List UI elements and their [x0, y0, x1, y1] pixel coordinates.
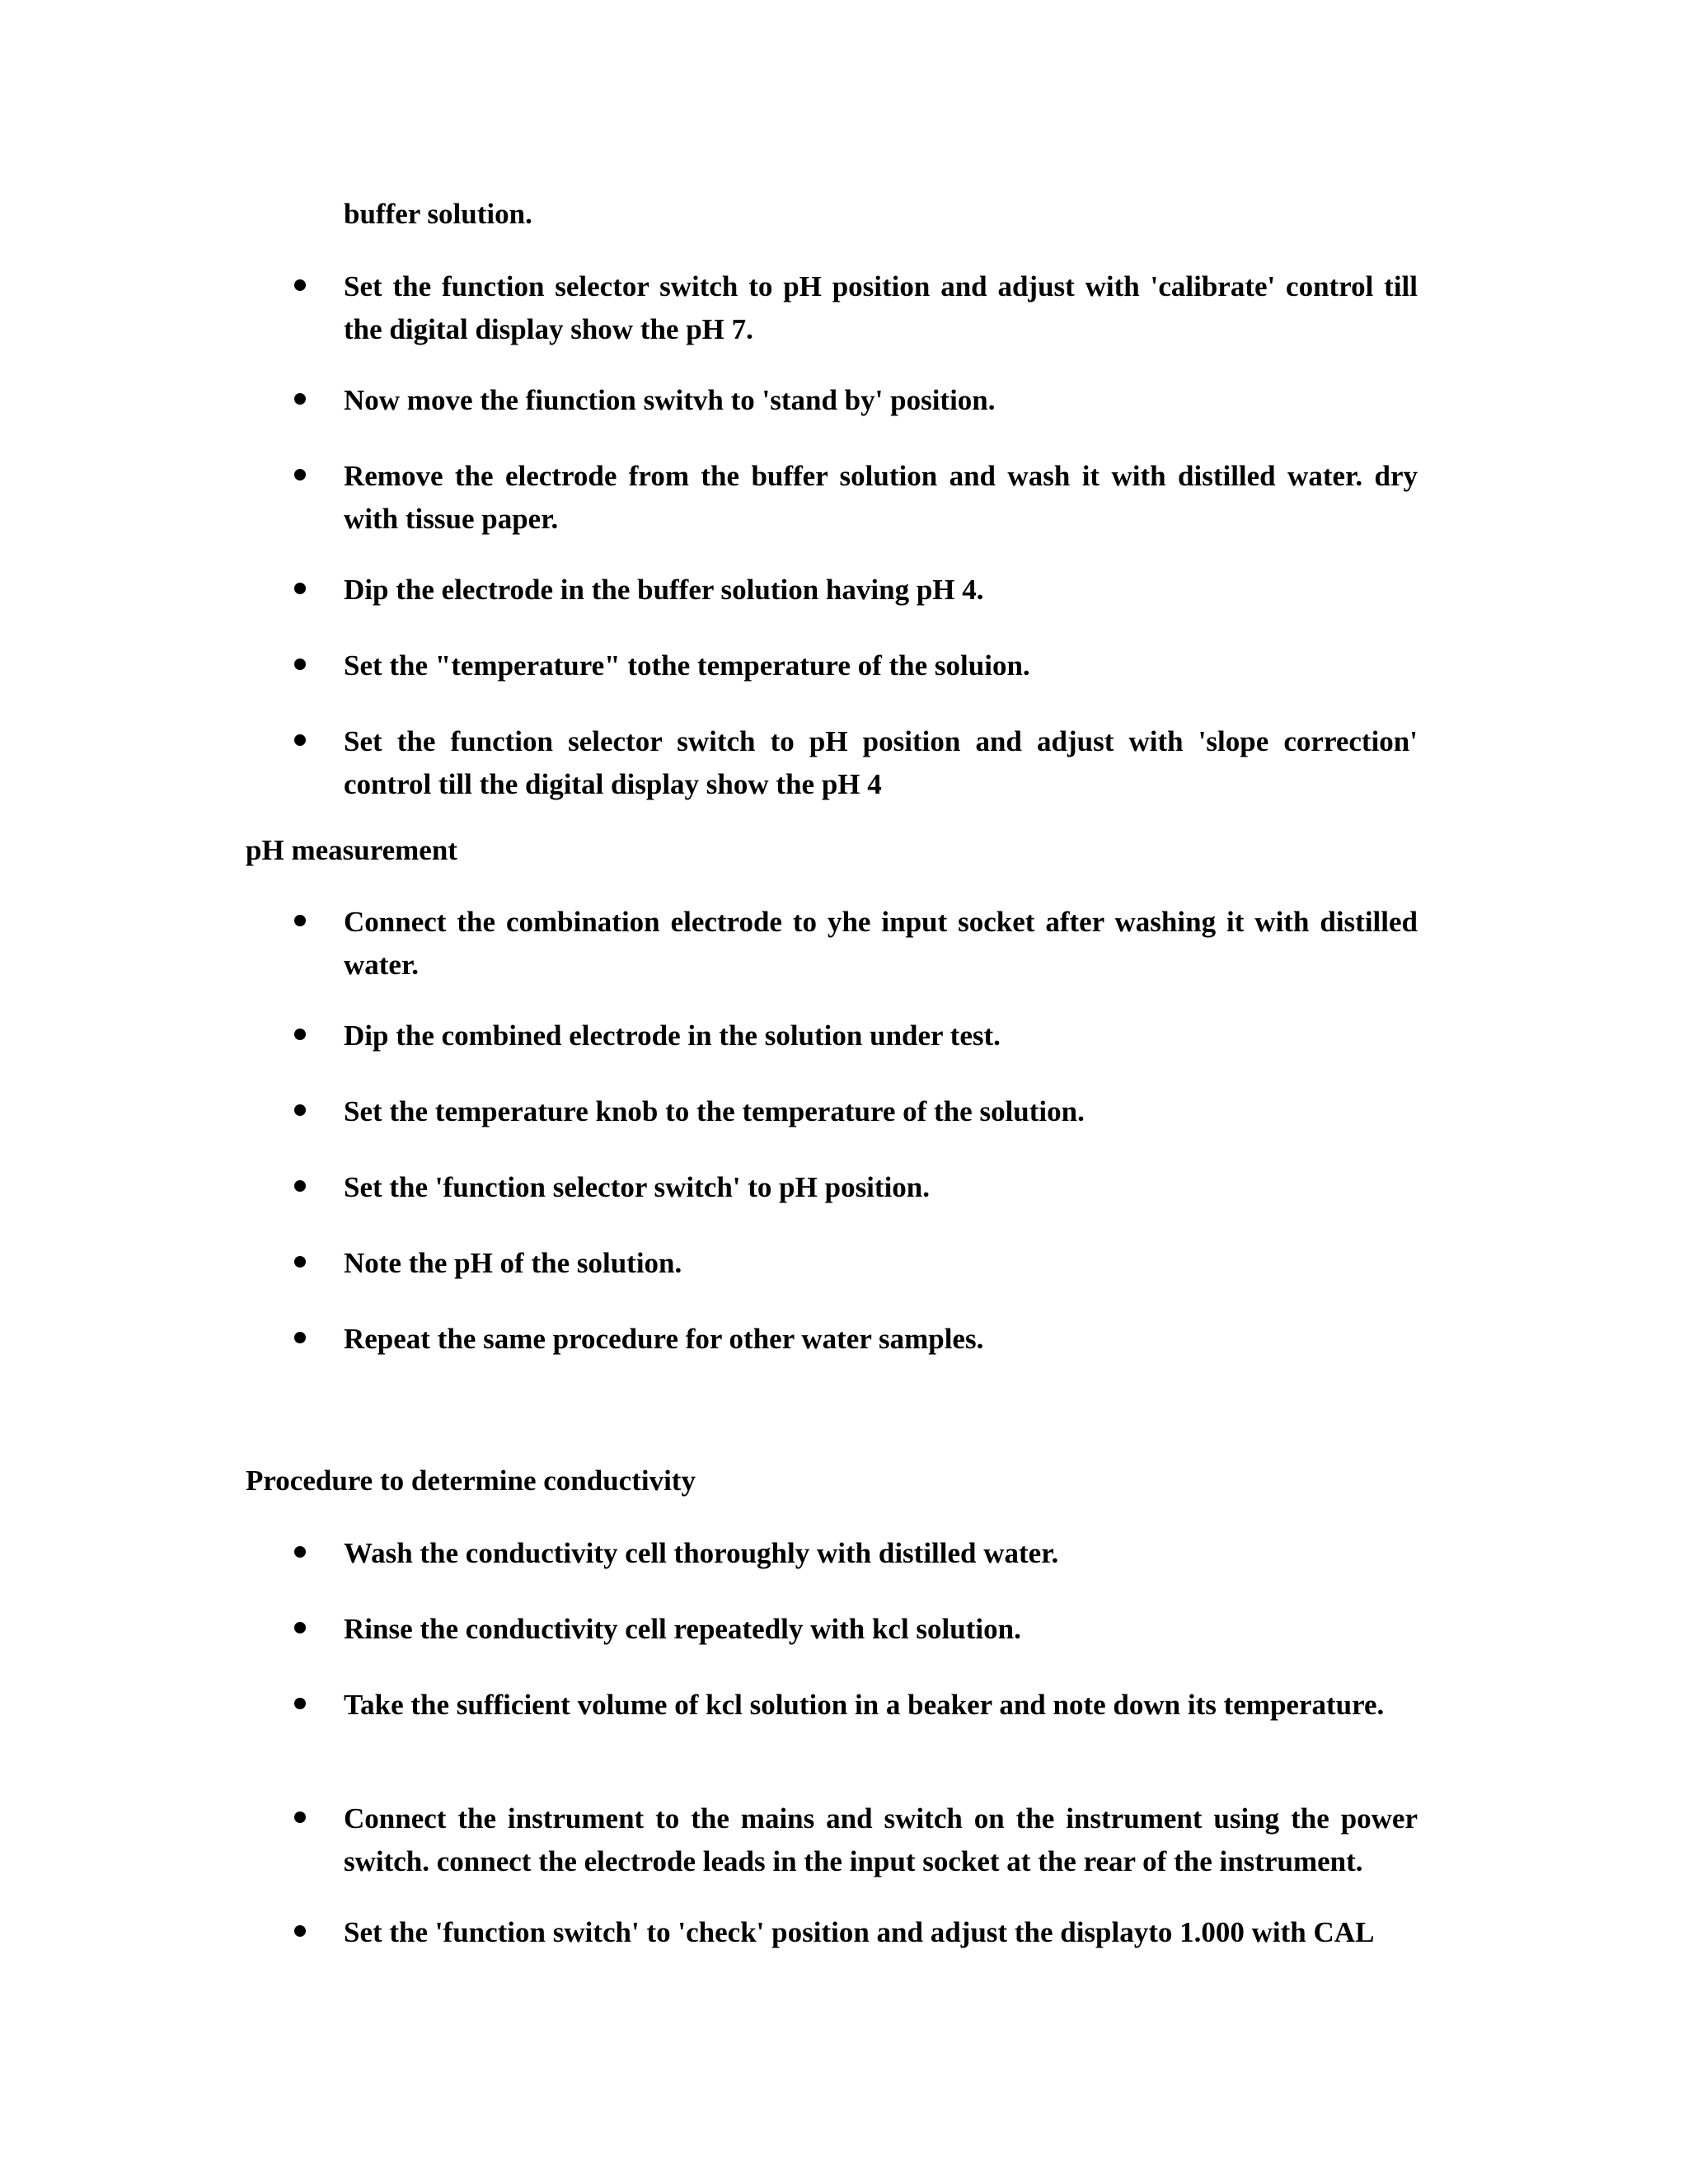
bullet-icon: [294, 1332, 306, 1343]
bullet-icon: [294, 1256, 306, 1268]
bullet-icon: [294, 915, 306, 926]
list-item: [344, 720, 1418, 806]
list-item-text: Wash the conductivity cell thoroughly with distilled water.: [344, 1537, 1059, 1569]
list-item-text: Rinse the conductivity cell repeatedly with kcl solution.: [344, 1613, 1021, 1645]
list-item: [344, 1015, 1418, 1057]
section-heading-conductivity: Procedure to determine conductivity: [246, 1465, 696, 1497]
bullet-icon: [294, 1925, 306, 1937]
section-heading-ph: pH measurement: [246, 834, 457, 866]
list-item-text: Set the 'function selector switch' to pH position.: [344, 1171, 931, 1203]
bullet-icon: [294, 1811, 306, 1823]
list-item-text: Repeat the same procedure for other water samples.: [344, 1323, 984, 1355]
list-item-text: Connect the combination electrode to yhe input socket after washing it with distilled water.: [344, 906, 1418, 981]
bullet-icon: [294, 469, 306, 480]
list-item: [344, 644, 1418, 687]
list-item-text: Set the function selector switch to pH position and adjust with 'calibrate' control till the digital display show the pH 7.: [344, 270, 1418, 345]
list-item-text: Set the temperature knob to the temperature of the solution.: [344, 1095, 1085, 1127]
bullet-icon: [294, 393, 306, 405]
list-item-text: Set the function selector switch to pH position and adjust with 'slope correction' control till the digital display show the pH 4: [344, 725, 1418, 800]
list-item-text: Set the 'function switch' to 'check' position and adjust the displayto 1.000 with CAL: [344, 1916, 1375, 1948]
list-item: [344, 569, 1418, 612]
bullet-icon: [294, 1546, 306, 1558]
list-item-text: Dip the combined electrode in the solution under test.: [344, 1019, 1001, 1052]
list-item-text: Take the sufficient volume of kcl solution in a beaker and note down its temperature.: [344, 1689, 1385, 1721]
bullet-icon: [294, 1180, 306, 1192]
list-item: [344, 265, 1418, 351]
list-item: [344, 1166, 1418, 1209]
list-item: [344, 1090, 1418, 1133]
list-item-text: Connect the instrument to the mains and switch on the instrument using the power switch. connect the electrode leads in the input socket at the rear of the instrument.: [344, 1802, 1418, 1877]
bullet-icon: [294, 734, 306, 746]
continuation-text: buffer solution.: [344, 198, 532, 230]
bullet-icon: [294, 1104, 306, 1116]
list-item: [344, 1911, 1418, 1954]
bullet-icon: [294, 279, 306, 291]
list-item: [344, 1684, 1418, 1727]
list-item-text: Note the pH of the solution.: [344, 1247, 682, 1279]
list-item: [344, 1242, 1418, 1285]
list-item: [344, 1608, 1418, 1651]
list-item: [344, 455, 1418, 541]
list-item: [344, 1797, 1418, 1883]
list-item-text: Dip the electrode in the buffer solution having pH 4.: [344, 574, 984, 606]
list-item: [344, 901, 1418, 987]
list-item-text: Remove the electrode from the buffer solution and wash it with distilled water. dry with tissue paper.: [344, 460, 1418, 535]
bullet-icon: [294, 1029, 306, 1040]
list-item: [344, 1318, 1418, 1361]
bullet-icon: [294, 1698, 306, 1709]
list-item: [344, 1532, 1418, 1575]
list-item-text: Now move the fiunction switvh to 'stand by' position.: [344, 384, 996, 416]
bullet-icon: [294, 658, 306, 670]
bullet-icon: [294, 1622, 306, 1633]
bullet-icon: [294, 583, 306, 594]
list-item: [344, 379, 1418, 422]
list-item-text: Set the "temperature" tothe temperature of the soluion.: [344, 649, 1030, 682]
